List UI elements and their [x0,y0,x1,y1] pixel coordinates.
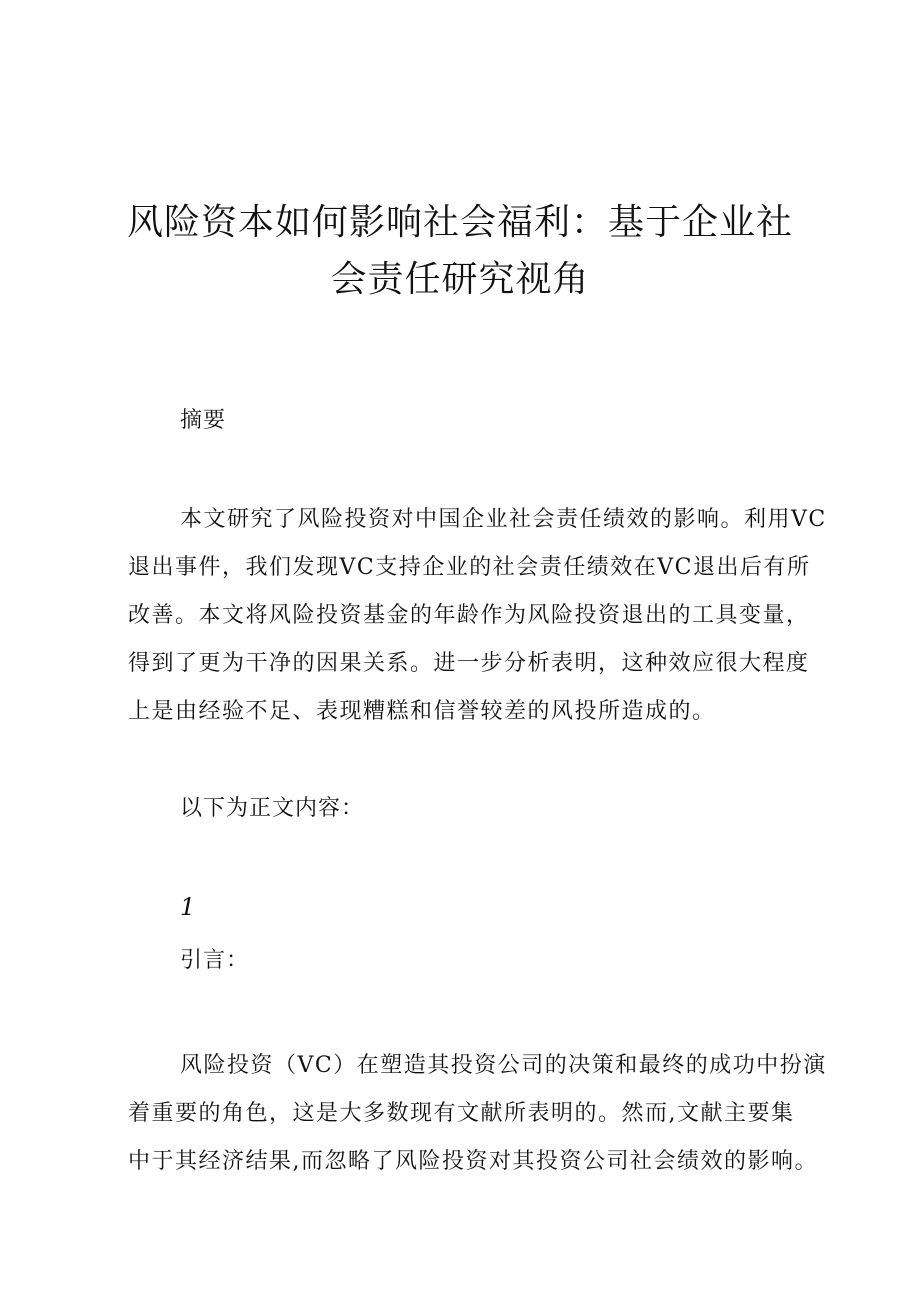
body-intro-note: 以下为正文内容： [180,796,365,821]
intro-line: 着重要的角色，这是大多数现有文献所表明的。然而,文献主要集 [128,1101,795,1126]
intro-line: 风险投资（VC）在塑造其投资公司的决策和最终的成功中扮演 [180,1053,827,1078]
section-number: 1 [180,893,197,921]
abstract-line: 改善。本文将风险投资基金的年龄作为风险投资退出的工具变量， [128,603,810,628]
abstract-line: 得到了更为干净的因果关系。进一步分析表明，这种效应很大程度 [128,651,810,676]
abstract-heading: 摘要 [180,408,227,433]
abstract-paragraph [128,496,827,736]
abstract-line: 退出事件，我们发现VC支持企业的社会责任绩效在VC退出后有所 [128,555,811,580]
abstract-line: 上是由经验不足、表现糟糕和信誉较差的风投所造成的。 [128,699,716,724]
abstract-line: 本文研究了风险投资对中国企业社会责任绩效的影响。利用VC [180,507,827,532]
document-title-line-2: 会责任研究视角 [330,259,590,300]
introduction-paragraph [128,1042,827,1186]
section-heading: 引言： [180,948,250,973]
intro-line: 中于其经济结果,而忽略了风险投资对其投资公司社会绩效的影响。 [128,1149,818,1174]
document-title-line-1: 风险资本如何影响社会福利：基于企业社 [126,202,793,243]
